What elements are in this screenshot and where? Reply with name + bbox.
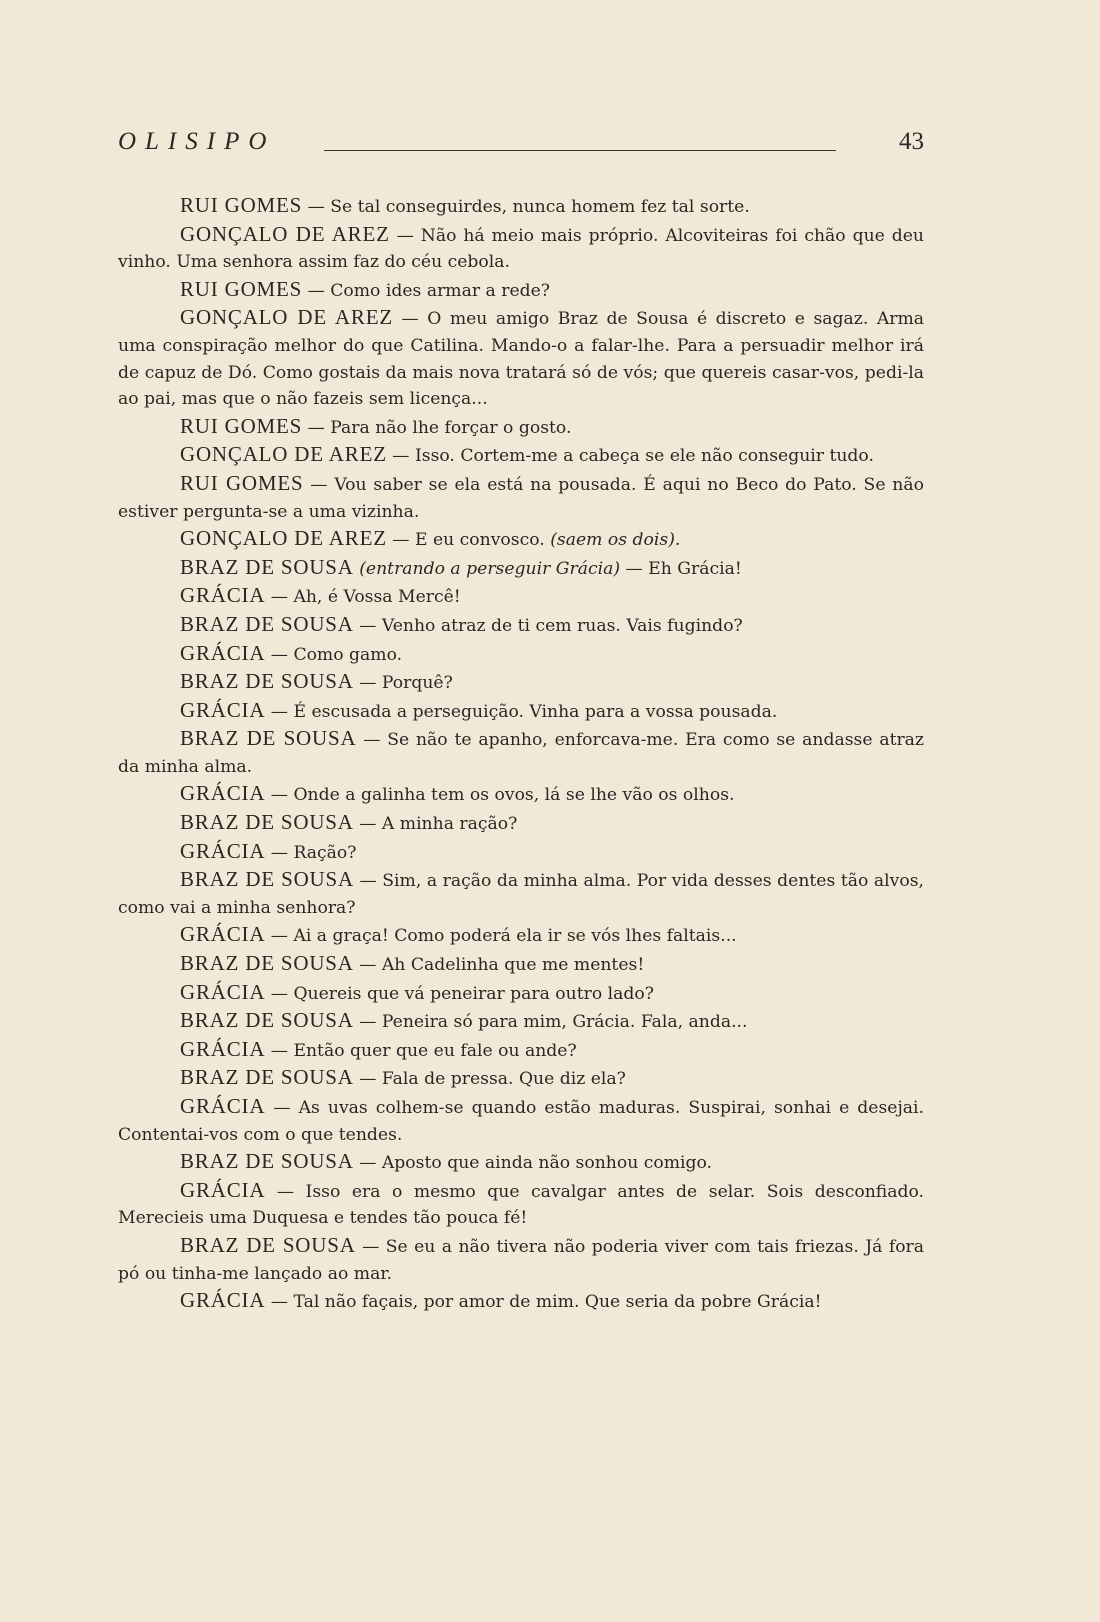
- speech-dash: —: [353, 1153, 382, 1174]
- speech-dash: —: [389, 225, 421, 246]
- dialogue-line: [118, 668, 924, 697]
- dialogue-line: [118, 1232, 924, 1287]
- speech-text: É escusada a perseguição. Vinha para a vossa pousada.: [293, 701, 778, 722]
- speech-text: Se não te apanho, enforcava-me. Era como se andasse atraz da minha alma.: [118, 730, 924, 777]
- speech-text: Isso era o mesmo que cavalgar antes de selar. Sois desconfiado. Merecieis uma Duquesa e tendes tão pouca fé!: [118, 1181, 924, 1229]
- speech-text: Como gamo.: [293, 644, 403, 665]
- speaker-name: GRÁCIA: [180, 697, 266, 722]
- speaker-name: GONÇALO DE AREZ: [180, 221, 390, 246]
- header-rule: [324, 150, 836, 151]
- speech-dash: —: [353, 1069, 382, 1090]
- speaker-name: RUI GOMES: [180, 413, 303, 438]
- speech-text: Aposto que ainda não sonhou comigo.: [381, 1153, 713, 1174]
- dialogue-line: [118, 866, 924, 921]
- dialogue-line: [118, 838, 924, 867]
- speech-dash: —: [265, 1292, 294, 1313]
- speech-text: Se tal conseguirdes, nunca homem fez tal sorte.: [330, 197, 750, 217]
- speech-text: Peneira só para mim, Grácia. Fala, anda...: [381, 1012, 748, 1033]
- speech-text: Isso. Cortem-me a cabeça se ele não conseguir tudo.: [414, 446, 874, 467]
- dialogue-line: [118, 304, 924, 412]
- speaker-name: GONÇALO DE AREZ: [180, 526, 387, 551]
- speaker-name: GRÁCIA: [180, 1177, 266, 1202]
- speaker-name: BRAZ DE SOUSA: [180, 951, 354, 976]
- dialogue-line: [118, 470, 924, 525]
- speech-text: Se eu a não tivera não poderia viver com tais friezas. Já fora pó ou tinha-me lançado ao mar.: [118, 1236, 924, 1284]
- speech-dash: —: [353, 1012, 382, 1033]
- speaker-name: BRAZ DE SOUSA: [180, 867, 354, 892]
- dialogue-line: [118, 697, 924, 726]
- speech-text: Quereis que vá peneirar para outro lado?: [293, 983, 654, 1004]
- speaker-name: BRAZ DE SOUSA: [180, 1232, 356, 1257]
- speaker-name: BRAZ DE SOUSA: [180, 1065, 354, 1090]
- speech-text: Venho atraz de ti cem ruas. Vais fugindo?: [381, 615, 743, 636]
- speaker-name: GRÁCIA: [180, 838, 266, 863]
- speech-dash: —: [392, 309, 428, 330]
- speaker-name: BRAZ DE SOUSA: [180, 726, 357, 751]
- dialogue-line: [118, 582, 924, 611]
- speech-dash: —: [386, 446, 415, 467]
- speech-dash: —: [353, 814, 382, 835]
- speaker-name: GRÁCIA: [180, 1036, 266, 1061]
- speech-dash: —: [265, 1098, 299, 1118]
- dialogue-line: [118, 809, 924, 838]
- speech-text: Fala de pressa. Que diz ela?: [381, 1069, 626, 1090]
- dialogue-line: [118, 780, 924, 809]
- dialogue-line: [118, 1036, 924, 1065]
- journal-title: OLISIPO: [118, 128, 276, 155]
- dialogue-line: [118, 441, 924, 470]
- speech-dash: —: [302, 280, 331, 301]
- dialogue-line: [118, 221, 924, 276]
- speaker-name: BRAZ DE SOUSA: [180, 669, 354, 694]
- speaker-name: GONÇALO DE AREZ: [180, 305, 393, 330]
- speaker-name: GRÁCIA: [180, 979, 266, 1004]
- speech-dash: —: [620, 558, 649, 579]
- dialogue-line: [118, 554, 924, 583]
- speaker-name: GRÁCIA: [180, 781, 266, 806]
- speech-text: Sim, a ração da minha alma. Por vida desses dentes tão alvos, como vai a minha senhora?: [118, 871, 924, 918]
- speech-dash: —: [355, 1236, 386, 1257]
- speaker-name: BRAZ DE SOUSA: [180, 1008, 354, 1033]
- dialogue-line: [118, 725, 924, 780]
- page-number: 43: [899, 128, 924, 155]
- speaker-name: BRAZ DE SOUSA: [180, 1149, 354, 1174]
- speech-dash: —: [302, 417, 331, 438]
- dialogue-line: [118, 1177, 924, 1232]
- speech-text: Ai a graça! Como poderá ela ir se vós lhes faltais...: [293, 926, 737, 947]
- dialogue-line: [118, 1007, 924, 1036]
- speaker-name: BRAZ DE SOUSA: [180, 611, 354, 636]
- dialogue-line: [118, 921, 924, 950]
- speaker-name: GRÁCIA: [180, 1094, 266, 1118]
- speech-text: Ah Cadelinha que me mentes!: [381, 955, 645, 976]
- speech-dash: —: [265, 1040, 294, 1061]
- speech-text: As uvas colhem-se quando estão maduras. Suspirai, sonhai e desejai. Contentai-vos com o que tendes.: [118, 1098, 924, 1145]
- dialogue-line: [118, 413, 924, 442]
- speech-text: Para não lhe forçar o gosto.: [330, 417, 572, 438]
- speech-text: Então quer que eu fale ou ande?: [293, 1040, 577, 1061]
- speech-text: A minha ração?: [381, 814, 518, 835]
- speaker-name: RUI GOMES: [180, 193, 303, 217]
- speech-dash: —: [302, 197, 331, 217]
- speech-dash: —: [353, 673, 382, 694]
- speech-dash: —: [265, 926, 294, 947]
- stage-direction: (saem os dois).: [550, 530, 681, 551]
- dialogue-line: [118, 1148, 924, 1177]
- speaker-name: RUI GOMES: [180, 470, 304, 495]
- speech-text: Porquê?: [381, 673, 453, 694]
- speaker-name: BRAZ DE SOUSA: [180, 810, 354, 835]
- speech-dash: —: [303, 474, 335, 495]
- speaker-name: BRAZ DE SOUSA: [180, 554, 354, 579]
- speech-text: Onde a galinha tem os ovos, lá se lhe vão os olhos.: [293, 785, 735, 806]
- stage-direction: (entrando a perseguir Grácia): [353, 558, 621, 579]
- speech-dash: —: [356, 730, 388, 751]
- speaker-name: GRÁCIA: [180, 583, 266, 608]
- speech-text: Ração?: [293, 842, 357, 863]
- dialogue-line: [118, 950, 924, 979]
- dialogue-line: [118, 276, 924, 305]
- speech-text: Eh Grácia!: [648, 558, 742, 579]
- speech-dash: —: [386, 530, 415, 551]
- speech-text: Vou saber se ela está na pousada. É aqui no Beco do Pato. Se não estiver pergunta-se a uma vizinha.: [118, 474, 924, 522]
- speech-text: Ah, é Vossa Mercê!: [293, 587, 461, 608]
- dialogue-line: [118, 192, 924, 221]
- speaker-name: GRÁCIA: [180, 922, 266, 947]
- speech-dash: —: [265, 644, 294, 665]
- speaker-name: GRÁCIA: [180, 1288, 266, 1313]
- dialogue-line: [118, 979, 924, 1008]
- speaker-name: GONÇALO DE AREZ: [180, 442, 387, 467]
- speech-text: O meu amigo Braz de Sousa é discreto e sagaz. Arma uma conspiração melhor do que Catilina. Mando-o a falar-lhe. Para a persuadir melhor irá de capuz de Dó. Como gostais da mais nova tratará só de vós; que quereis casar-vos, pedi-la ao pai, mas que o não fazeis sem licença...: [118, 309, 924, 410]
- speech-text: Como ides armar a rede?: [330, 280, 551, 301]
- dialogue-line: [118, 611, 924, 640]
- speech-dash: —: [265, 842, 294, 863]
- speech-dash: —: [353, 955, 382, 976]
- dialogue-line: [118, 1093, 924, 1148]
- speech-dash: —: [353, 615, 382, 636]
- speech-dash: —: [265, 983, 294, 1004]
- speech-dash: —: [265, 785, 294, 806]
- speech-dash: —: [265, 701, 294, 722]
- dialogue-line: [118, 640, 924, 669]
- dialogue-line: [118, 1064, 924, 1093]
- speaker-name: GRÁCIA: [180, 640, 266, 665]
- dialogue-line: [118, 1287, 924, 1316]
- speech-text: Tal não façais, por amor de mim. Que seria da pobre Grácia!: [293, 1292, 822, 1313]
- speech-dash: —: [353, 871, 383, 892]
- speech-dash: —: [265, 1181, 306, 1202]
- speaker-name: RUI GOMES: [180, 276, 303, 301]
- dialogue-line: [118, 525, 924, 554]
- speech-text: E eu convosco.: [414, 530, 551, 551]
- running-header: [118, 128, 924, 168]
- speech-dash: —: [265, 587, 294, 608]
- dialogue-body: [118, 192, 924, 1316]
- speech-text: Não há meio mais próprio. Alcoviteiras foi chão que deu vinho. Uma senhora assim faz do céu cebola.: [118, 225, 924, 273]
